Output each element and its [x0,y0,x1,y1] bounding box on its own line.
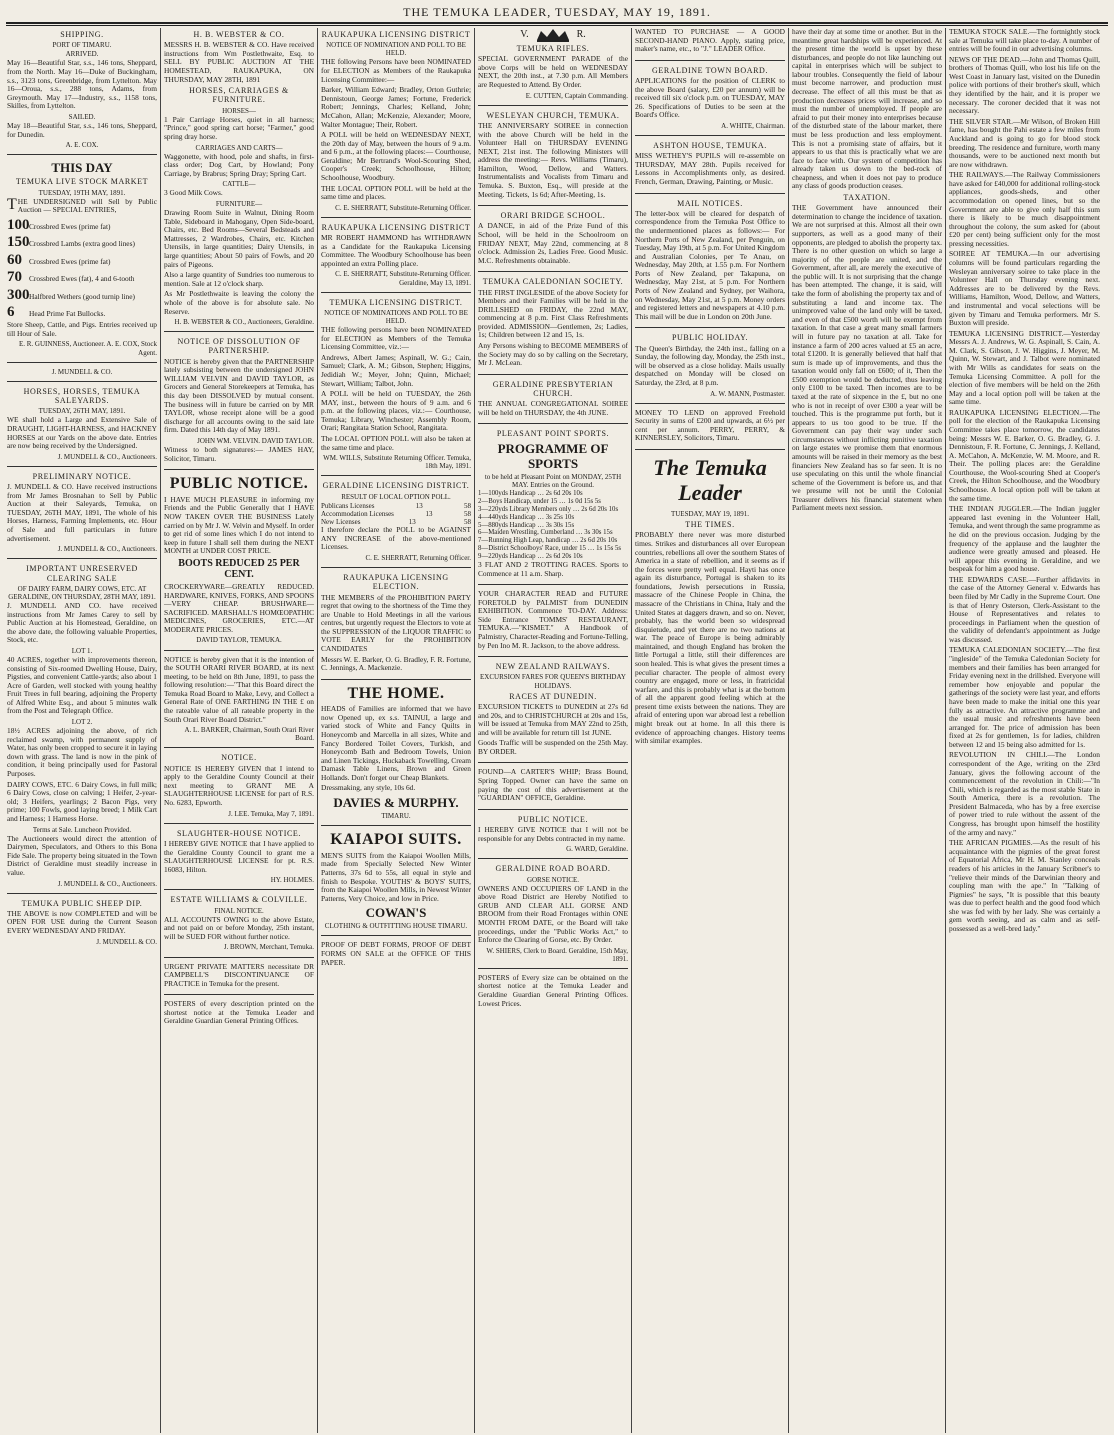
cattle-heading: CATTLE— [222,180,256,189]
temuka-signature: WM. WILLS, Substitute Returning Officer. Temuka, 18th May, 1891. [323,454,471,471]
times-text: PROBABLY there never was more disturbed times. Strikes and disturbances all over European countries, rebellions all over the southern States of America in a state of rebellion, and it seems as if the forces were pretty well equal. Hayti has once again its disturbance, Portugal is shaken to its foundations, Jewish persecutions in Russia, massacre of the Chinese People in China, the massacre of the Christians in China, Italy and the United States at daggers drawn, and so on. Never, probably, has the world been so widespread disquietude, and yet there are no two nations at war. The peace of Europe is being admirably maintained, and though England has broken the little Portugal a little, still their differences are soon healed. This is what gives the present times a peculiar character. The people of almost every country are engaged, more or less, in fratricidal warfare, and this is probably what is at the bottom of all the apparent good feeling which at the present time exists between the nations. They are afraid of entering upon war abroad lest a rebellion might break out at home. In all this there is evidence of approaching changes. History teems with similar examples. [635,530,785,746]
news-stock-sale: TEMUKA STOCK SALE.—The fortnightly stock sale at Temuka will take place to-day. A number of entries will be found in our advertising columns. [949,28,1100,54]
entry-text: Crossbred Lambs (extra good lines) [29,239,135,249]
hammond-text: MR ROBERT HAMMOND has WITHDRAWN as a Candidate for the Raukapuka Licensing Committee. The Woodbury Schoolhouse has been appointed an extra Polling place. [321,233,471,268]
posters-2-text: POSTERS of Every size can be obtained on the shortest notice at the Temuka Leader and Geraldine Guardian General Printing Offices. Lowest Prices. [478,972,628,1008]
column-2 [161,28,318,1433]
column-5 [632,28,789,1433]
column-7 [946,28,1103,1433]
local-option: THE LOCAL OPTION POLL will be held at the same time and places. [321,183,471,202]
money-text: MONEY TO LEND on approved Freehold Security in sums of £200 and upwards, at 6½ per cent per annum. PERRY, PERRY, & KINNERSLEY, Solicitors, Timaru. [635,407,785,443]
wesleyan-text: THE ANNIVERSARY SOIREE in connection with the above Church will be held in the Volunteer Hall on THURSDAY EVENING NEXT, 21st inst. The following Ministers will address the meeting:— Revs. Williams (Timaru), Hamilton, Wood, Dellow, and Watters. Instrumentalists and Vocalists from Timaru and Temuka. S. Buxton, Esq., will preside at the Meeting. Tickets, 1s 6d; After-Meeting, 1s. [478,120,628,199]
taxation-title: TAXATION. [843,192,891,202]
poll-text: A POLL will be held on WEDNESDAY NEXT, the 20th day of May, between the hours of 9 a.m. and 6 p.m., at the following places:— Courthouse, Geraldine; Mr Bertrand's Wool-Scouring Shed, Cooper's Creek; Schoolhouse, Hilton; Schoolhouse, Woodbury. [321,130,471,182]
rifles-title: TEMUKA RIFLES. [516,44,590,53]
prelim-signature: J. MUNDELL & CO., Auctioneers. [57,545,157,554]
event-row: 8—District Schoolboys' Race, under 15 … 1s 15s 5s [478,545,622,553]
clearing-note: The Auctioneers would direct the attention of Dairymen, Speculators, and Others to this Bona Fide Sale. The property being situated in the Town District of Geraldine must steadily increase in value. [7,833,157,877]
shipping-port: PORT OF TIMARU. [52,41,112,50]
town-board-block [635,66,785,136]
pleasant-title: PLEASANT POINT SPORTS. [496,429,610,439]
result-against: 58 [464,501,471,510]
shipping-text: May 16—Beautiful Star, s.s., 146 tons, Sheppard, from the North. May 16—Duke of Buckingham, s.s., 3123 tons, Greenbridge, from Lyttelton. May 16—Oroua, s.s., 288 tons, Adams, from Greymouth. May 17—Industry, s.s., 1158 tons, Skilles, from Lyttelton. [7,58,157,111]
entry-count: 150 [7,234,30,251]
found-text: FOUND—A CARTER'S WHIP; Brass Bound, Spring Topped. Owner can have the same on paying the cost of this advertisement at the "GUARDIAN" OFFICE, Geraldine. [478,767,628,803]
clearing-title: IMPORTANT UNRESERVED CLEARING SALE [26,564,138,583]
pleasant-block [478,429,628,585]
gorse-block [478,864,628,969]
home-block [321,685,471,827]
news-railways: THE RAILWAYS.—The Railway Commissioners have asked for £40,000 for additional rolling-stock appliances, goods-sheds, and other accommodation on opened lines, but so the Government are able to give only half this sum there is likely to be much disappointment throughout the colony, the sum asked for (about £20 per cent) being sufficient only for the most pressing necessities. [949,170,1100,248]
mundell-signature: J. MUNDELL & CO. [51,367,113,376]
licensing-signature: C. E. SHERRATT, Substitute-Returning Officer. [335,203,471,212]
public-notice-2-block [478,815,628,860]
slaughter-title: SLAUGHTER-HOUSE NOTICE. [176,828,301,838]
kaiapoi-title: KAIAPOI SUITS. [330,831,462,849]
market-block [7,160,157,362]
caledonian-title: TEMUKA CALEDONIAN SOCIETY. [482,277,624,287]
orari-block [478,211,628,272]
lot-1-text: 40 ACRES, together with improvements thereon, consisting of Six-roomed Dwelling House, Dairy, Pigsties, and convenient Cattle-yards; also about 1 Acre of Garden, well stocked with young healthy Fruit Trees in full bearing, adjoining the Property of Alfred White Esq., and about 5 minutes walk from the Post and Telegraph Office. [7,655,157,716]
webster-signature: H. B. WEBSTER & CO., Auctioneers, Geraldine. [174,318,314,327]
entry-row [7,287,157,304]
furniture-heading: FURNITURE— [215,200,263,209]
column-6 [789,28,946,1433]
lot-1-heading: LOT 1. [71,646,93,655]
entry-count: 70 [7,269,22,286]
estate-signature: J. BROWN, Merchant, Temuka. [223,943,314,952]
caledonian-note: Any Persons wishing to BECOME MEMBERS of the Society may do so by calling on the Secretary, Mr J. McLean. [478,341,628,368]
nominees: Barker, William Edward; Bradley, Orton Guthrie; Dennistoun, George James; Fortune, Frederick Robert; Jennings, Charles; Kelland, John; McCahon, Allan; McKenzie, Alexander; Moore, Walter Montague; Their, Robert. [321,85,471,129]
prohibition-block [321,573,471,680]
clearing-text: J. MUNDELL AND CO. have received instructions from Mr James Carey to sell by Public Auction at his Homestead, Geraldine, on the above date, the following valuable Properties, Stock, etc. [7,601,157,645]
entry-row [7,269,157,286]
lot-2-text: 18½ ACRES adjoining the above, of rich reclaimed swamp, with permanent supply of Water, has only been cropped to secure it in laying down with grass. The land is now in the pink of condition, it being principally used for Pastoral Purposes. [7,726,157,779]
davies-sub: TIMARU. [381,812,411,821]
this-day: THIS DAY [51,160,113,176]
news-soiree: SOIREE AT TEMUKA.—In our advertising columns will be found particulars regarding the Wesleyan anniversary soiree to take place in the Volunteer Hall on Thursday evening next. Addresses are to be delivered by the Revs. Williams, Hamilton, Wood, Dellow, and Watters, and instrumental and vocal selections will be given by Timaru and Temuka performers. Mr S. Buxton will preside. [949,249,1100,328]
news-chili: REVOLUTION IN CHILI.—The London correspondent of the Age, writing on the 23rd January, gives the following account of the commencement of the revolution in Chili:—"In Chili, which is regarded as the most stable State in South America, there is a revolution. The President Balmaceda, who has by a free exercise of power tried to rule without the assent of the Congress, has brought upon himself the hostility of the army and navy." [949,750,1100,837]
market-also: Store Sheep, Cattle, and Pigs. Entries received up till Hour of Sale. [7,320,157,338]
webster-sub: HORSES, CARRIAGES & FURNITURE. [189,86,289,105]
entry-text: Crossbred Ewes (prime fat) [29,256,111,266]
col6-text-b: THE Government have announced their determination to change the incidence of taxation. We are not surprised at this. Almost all their own supporters, as well as a good many of their opponents, are pledged to abolish the property tax. There is no other question on which so large a majority of the people are united, and the Government, after all, are merely the executive of the public will. It is not surprising that the change has been attempted. The change, it is said, will take the form of abolishing the property tax and of substituting a land and income tax. The unimproved value of the land only will be taxed, and even of that £500 worth will be exempt from taxation. In that case a great many small farmers will in future pay no taxation at all. Take for instance a farm of 200 acres valued at £5 an acre, total £1200. It is generally believed that half that sum is made up of improvements, and thus the taxation would only fall on £600; of it, Then the £500 exemption would be deducted, thus leaving only £100 to be taxed. Then incomes are to be taxed at the rate of sixpence in the £, but no one who is not in receipt of over £300 a year will be touched. This is the programme put forth, but it appears to us too good to be true. If the Government can pay their way under such circumstances without inflicting punitive taxation on large estates we promise them that enormous amounts will be raised in their memory as the best financiers New Zealand has so far seen. It is no use speculating on this until the whole financial scheme of the Government is before us, and that we presume will not be until the Colonial Treasurer delivers his financial statement when Parliament meets next session. [792,203,942,513]
entry-text: Crossbred Ewes (fat), 4 and 6-tooth [29,274,135,284]
river-board-block [164,656,314,749]
temuka-nomination-title: NOTICE OF NOMINATIONS AND POLL TO BE HELD. [324,308,468,326]
river-board-signature: A. L. BARKER, Chairman, South Orari River Board. [184,726,314,743]
webster-also: Also a large quantity of Sundries too numerous to mention. Sale at 12 o'clock sharp. [164,270,314,288]
raukapuka-nomination-block [321,30,471,218]
estate-title: ESTATE WILLIAMS & COLVILLE. [170,895,308,905]
dip-block [7,899,157,951]
ashton-text: MISS WETHEY'S PUPILS will re-assemble on THURSDAY, MAY 28th. Pupils received for Lessons in Accomplishments only, as desired. French, German, Drawing, Painting, or Music. [635,151,785,186]
clearing-block [7,564,157,893]
market-intro: THE UNDERSIGNED will Sell by Public Auction — SPECIAL ENTRIES, [7,195,157,215]
carriages-list: Waggonette, with hood, pole and shafts, in first-class order; Dog Cart, by Howland; Pony Carriage, by Brabrus; Spring Dray; Spring Cart. [164,151,314,178]
town-board-signature: A. WHITE, Chairman. [721,121,785,130]
entry-count: 100 [7,216,30,233]
entry-text: Crossbred Ewes (prime fat) [29,221,111,231]
column-1 [4,28,161,1433]
caledonian-text: THE FIRST INGLESIDE of the above Society for Members and their Families will be held in the DRILLSHED on FRIDAY, the 22nd MAY, commencing at 8 p.m. First Class Refreshments provided. ADMISSION—Gentlemen, 2s; Ladies, 1s; Children between 12 and 15, 1s. [478,287,628,340]
lot-2-heading: LOT 2. [71,718,93,727]
holiday-text: The Queen's Birthday, the 24th inst., falling on a Sunday, the following day, Monday, the 25th inst., will be observed as a close holiday. Mails usually despatched on Monday will be closed on Saturday, the 23rd, at 8 p.m. [635,343,785,387]
horses-list: 1 Pair Carriage Horses, quiet in all harness; "Prince," good spring cart horse; "Farmer," good spring dray horse. [164,114,314,141]
terms: Terms at Sale. Luncheon Provided. [32,825,132,834]
local-news-block [949,28,1100,940]
result-title: RESULT OF LOCAL OPTION POLL. [341,492,451,501]
goods-text: Goods Traffic will be suspended on the 25th May. BY ORDER. [478,738,628,756]
temuka-poll: A POLL will be held on TUESDAY, the 26th MAY, inst., between the hours of 9 a.m. and 6 p.m. at the following places, viz.:— Courthouse, Temuka; Library, Winchester; Assembly Room, Orari; Rangitata Station School, Rangitata. [321,389,471,433]
found-block [478,768,628,809]
orari-title: ORARI BRIDGE SCHOOL. [500,211,606,221]
road-board-title: GERALDINE ROAD BOARD. [495,864,611,874]
estate-sub: FINAL NOTICE. [214,906,264,915]
excursion-title: EXCURSION FARES FOR QUEEN'S BIRTHDAY HOLIDAYS. [480,673,626,690]
licensing-title: RAUKAPUKA LICENSING DISTRICT [321,30,471,39]
wanted-text: WANTED TO PURCHASE — A GOOD SECOND-HAND PIANO. Apply, stating price, maker's name, etc., to "J." LEADER Office. [635,28,785,54]
public-notice-2-signature: G. WARD, Geraldine. [566,845,628,854]
slaughter-signature: HY. HOLMES. [270,876,314,885]
webster-note: As Mr Postlethwaite is leaving the colony the whole of the above is for absolute sale. No Reserve. [164,289,314,316]
nomination-text: THE following Persons have been NOMINATED for ELECTION as Members of the Raukapuka Licensing Committee:— [321,57,471,84]
ashton-block [635,141,785,194]
presbyterian-block [478,380,628,425]
entry-text: Halfbred Wethers (good turnip line) [29,291,135,301]
prohibition-text: THE MEMBERS of the PROHIBITION PARTY regret that owing to the shortness of the Time they are Unable to Hold Meetings in all the various centres, but urgently request the Electors to vote at the SUPPRESSION of the LIQUOR TRAFFIC to VOTE EARLY for the PROHIBITION CANDIDATES [321,592,471,653]
urgent-text: URGENT PRIVATE MATTERS necessitate DR CAMPBELL'S DISCONTINUANCE OF PRACTICE in Temuka for the present. [164,961,314,988]
town-board-text: APPLICATIONS for the position of CLERK to the above Board (salary, £20 per annum) will be received till six o'clock p.m. on TUESDAY, MAY 26. Specifications of Duties to be seen at the Board's Office. [635,76,785,120]
posters-2-block [478,974,628,1014]
entry-text: Head Prime Fat Bullocks. [29,308,106,318]
shipping-title: SHIPPING. [60,30,104,39]
prelim-title: PRELIMINARY NOTICE. [32,471,132,481]
character-text: YOUR CHARACTER READ and FUTURE FORETOLD by PALMIST from DUNEDIN EXHIBITION. Commence TO-DAY. Address: Side Entrance TOMMS' RESTAURANT, TEMUKA.—"KISMET." A Handbook of Palmistry, Character-Reading and Fortune-Telling, by Pen Ino M. R. Jackson, to the above address. [478,589,628,650]
gorse-signature: W. SHIERS, Clerk to Board. Geraldine, 15th May, 1891. [486,946,628,963]
entry-count: 60 [7,251,22,268]
holiday-signature: A. W. MANN, Postmaster. [710,389,785,398]
dissolution-block [164,337,314,470]
news-juggler: THE INDIAN JUGGLER.—The Indian juggler appeared last evening in the Volunteer Hall, Temuka, and went through the same programme as he did on the previous occasion. Judging by the frequency of the applause and the laughter the audience were greatly amused and pleased. He will appear this evening in Geraldine, and we bespeak for him a good house. [949,504,1100,574]
temuka-licensing-title: TEMUKA LICENSING DISTRICT. [329,297,463,307]
vr-letter-v: V. [520,29,529,41]
dissolution-witness: Witness to both signatures:— JAMES HAY, Solicitor, Timaru. [164,445,314,463]
event-row: 6—Maiden Wrestling, Cumberland … 3s 30s 15s [478,529,613,537]
horses-text: WE shall hold a Large and Extensive Sale of DRAUGHT, LIGHT-HARNESS, and HACKNEY HORSES at our Yards on the above date. Entries are now being received by the Undersigned. [7,415,157,451]
news-silver-star: THE SILVER STAR.—Mr Wilson, of Broken Hill fame, has bought the Pahi estate a few miles from Auckland and is going to go for blood stock breeding. The residence and furniture, worth many thousands, were to be auctioned next month but are now withdrawn. [949,116,1100,169]
home-text: HEADS of Families are informed that we have now Opened up, ex s.s. TAINUI, a large and varied stock of White and Fancy Quilts in Honeycomb and Marcella in all sizes, White and Fancy Bordered Toilet Covers, Turkish, and Honeycomb Bath and Bedroom Towels, Union and Linen Tickings, Huckaback Towelling, Cream Damask Table Linens, Brown and Green Hollands. Don't forget our Cheap Blankets. [321,704,471,782]
news-caledonian: TEMUKA CALEDONIAN SOCIETY.—The first "ingleside" of the Temuka Caledonian Society for members and their families has been arranged for Friday evening next in the drillshed. Everyone will remember how enjoyable and popular the gatherings of the society were last year, and efforts have been made to make the initial one this year fully as attractive. An attractive programme and the usual music and refreshments have been arranged for. The price of admission has been fixed at 2s for gentlemen, 1s for ladies, children between 12 and 15 being also admitted for 1s. [949,645,1100,749]
notice-block [164,753,314,823]
races-title: RACES AT DUNEDIN. [509,691,597,701]
webster-title: H. B. WEBSTER & CO. [193,30,285,39]
cowans-sub: CLOTHING & OUTFITTING HOUSE TIMARU. [324,922,468,931]
event-row: 1—100yds Handicap … 2s 6d 20s 10s [478,490,583,498]
result-for: 13 [425,509,433,518]
event-row: 9—220yds Handicap … 2s 6d 20s 10s [478,553,583,561]
boots-lines: CROCKERYWARE—GREATLY REDUCED. HARDWARE, KNIVES, FORKS, AND SPOONS—VERY CHEAP. BRUSHWARE—SACRIFICED. MARSHALL'S HOMŒOPATHIC MEDICINES, GROCERIES, ETC.—AT MODERATE PRICES. [164,582,314,634]
result-for: 13 [408,518,416,527]
river-board-text: NOTICE is hereby given that it is the intention of the SOUTH ORARI RIVER BOARD, at its next meeting, to be held on 8th June, 1891, to pass the following resolution:—"That this Board direct the Temuka Road Board to Make, Levy, and Collect a General Rate of ONE FARTHING IN THE £ on the rateable value of all rateable property in the South Orari River Board District." [164,654,314,724]
dissolution-title: NOTICE OF DISSOLUTION OF PARTNERSHIP. [177,337,301,356]
horses-signature: J. MUNDELL & CO., Auctioneers. [57,452,157,461]
temuka-nomination-text: THE following persons have been NOMINATED for ELECTION as Members of the Temuka Licensing Committee, viz.:— [321,325,471,352]
result-row [321,510,471,518]
holiday-title: PUBLIC HOLIDAY. [671,333,749,343]
crown-icon [533,28,573,42]
wesleyan-block [478,111,628,206]
boots-signature: DAVID TAYLOR, TEMUKA. [196,636,282,645]
webster-block [164,30,314,332]
parade-text: SPECIAL GOVERNMENT PARADE of the above Corps will be held on WEDNESDAY NEXT, the 20th inst., at 7.30 p.m. All Members are Requested to Attend. By Order. [478,54,628,89]
mundell-block [7,368,157,382]
leader-block [635,455,785,752]
horses-date: TUESDAY, 26TH MAY, 1891. [38,407,126,416]
carriages-heading: CARRIAGES AND CARTS— [195,143,283,152]
entry-row [7,304,157,321]
columns [0,26,1114,1433]
result-for: 13 [415,501,423,510]
proof-block [321,941,471,973]
orari-text: A DANCE, in aid of the Prize Fund of this School, will be held in the Schoolroom on FRIDAY NEXT, May 22nd, commencing at 8 o'clock. Admission 2s, Ladies Free. Good Music. M.C. Refreshments obtainable. [478,221,628,265]
boots-title: BOOTS REDUCED 25 PER CENT. [178,557,300,581]
event-row: 3—220yds Library Members only … 2s 6d 20s 10s [478,505,619,513]
races-text: EXCURSION TICKETS to DUNEDIN at 27s 6d and 20s, and to CHRISTCHURCH at 20s and 15s, will be issued at Temuka from MAY 22nd to 25th, and will be available for return till 1st JUNE. [478,701,628,737]
mail-title: MAIL NOTICES. [677,198,743,208]
result-block [321,481,471,568]
event-row: 4—440yds Handicap … 3s 25s 10s [478,513,575,521]
shipping-sailed: SAILED. [68,112,96,121]
result-label: Publicans Licenses [321,501,375,510]
result-note: I therefore declare the POLL to be AGAINST ANY INCREASE of the above-mentioned Licenses. [321,525,471,552]
public-notice-block [164,475,314,650]
notice-text: NOTICE IS HEREBY GIVEN that I intend to apply to the Geraldine County Council at their next meeting to GRANT ME A SLAUGHTERHOUSE LICENSE for part of R.S. No. 6283, Epworth. [164,763,314,807]
news-dead: NEWS OF THE DEAD.—John and Thomas Quill, brothers of Thomas Quill, who lost his life on the West Coast in January last, visited on the Dunedin police with portions of their brother's skull, which they identified by the hair, and it is proper we necessary. The coroner decided that it was not necessary. [949,54,1100,116]
money-block [635,409,785,450]
railways-title: NEW ZEALAND RAILWAYS. [495,662,611,672]
urgent-block [164,963,314,996]
estate-text: ALL ACCOUNTS OWING to the above Estate, and not paid on or before Monday, 25th instant, will be SUED FOR without further notice. [164,914,314,941]
notice-signature: J. LEE. Temuka, May 7, 1891. [228,809,314,818]
kaiapoi-block [321,831,471,936]
prelim-block [7,472,157,559]
public-notice-2-title: PUBLIC NOTICE. [517,814,589,824]
wesleyan-title: WESLEYAN CHURCH, TEMUKA. [486,110,620,120]
caledonian-block [478,277,628,374]
rifles-emblem [478,28,628,42]
slaughter-block [164,829,314,891]
entry-count: 300 [7,286,30,303]
shipping-arrived: ARRIVED. [65,50,99,59]
horses-block [7,387,157,467]
entry-row [7,252,157,269]
temuka-licensing-block [321,298,471,477]
result-against: 58 [464,518,471,527]
sports-also: 3 FLAT AND 2 TROTTING RACES. Sports to Commence at 11 a.m. Sharp. [478,559,628,578]
wanted-block [635,28,785,61]
public-notice-2-text: I HEREBY GIVE NOTICE that I will not be responsible for any Debts contracted in my name. [478,824,628,843]
licensing-title-2: RAUKAPUKA LICENSING DISTRICT [321,222,471,232]
entry-row [7,217,157,234]
cowans-title: COWAN'S [365,905,427,921]
ashton-title: ASHTON HOUSE, TEMUKA. [653,141,767,150]
shipping-text-2: May 18—Beautiful Star, s.s., 146 tons, Sheppard, for Dunedin. [7,121,157,139]
notice-title: NOTICE. [221,753,257,763]
character-block [478,590,628,657]
nomination-title: NOTICE OF NOMINATION AND POLL TO BE HELD. [326,41,466,58]
proof-text: PROOF OF DEBT FORMS, PROOF OF DEBT FORMS ON SALE at the OFFICE OF THIS PAPER. [321,940,471,967]
gorse-title: GORSE NOTICE. [526,875,580,884]
event-row: 5—880yds Handicap … 3s 30s 15s [478,521,575,529]
entry-list [7,217,157,321]
horses-heading: HORSES— [222,106,256,115]
davies-title: DAVIES & MURPHY. [333,795,459,811]
estate-block [164,895,314,957]
temuka-local-option: The LOCAL OPTION POLL will also be taken at the same time and place. [321,434,471,452]
column-3 [318,28,475,1433]
col6-text-a: have their day at some time or another. But in the meantime great hardships will be experienced. At the present time the world is upset by these disturbances, and people do not like launching out capital in enterprises which will be subject to labour troubles. Consequently the field of labour must become narrower, and production must decrease. The effect of all this must be that as production decreases prices will increase, and so must the number of unemployed. If people are afraid to put their money into enterprises because of the disturbed state of the labour market, there must be less production and less employment. This is not a promising state of affairs, but it appears to us that this is practically what we are face to face with. Our system of competition has already taken us down to the bed-rock of cheapness, and when it does not pay to produce any class of goods production ceases. [792,28,942,191]
mail-block [635,199,785,329]
hammond-block [321,223,471,293]
railways-block [478,662,628,763]
presbyterian-text: THE ANNUAL CONGREGATIONAL SOIREE will be held on THURSDAY, the 4th JUNE. [478,399,628,417]
clearing-signature: J. MUNDELL & CO., Auctioneers. [57,879,157,888]
posters-block [164,1000,314,1032]
dissolution-signature: JOHN WM. VELVIN. DAVID TAYLOR. [197,436,314,445]
public-notice-title: PUBLIC NOTICE. [169,475,309,493]
dissolution-text: NOTICE is hereby given that the PARTNERSHIP lately subsisting between the undersigned JOHN WILLIAM VELVIN and DAVID TAYLOR, as Grocers and General Storekeepers at Temuka, has this day been DISSOLVED by mutual consent. The business will in future be carried on by MR TAYLOR, whose receipt alone will be a good discharge for all accounts owing to the said late firm. Dated this 14th day of May 1891. [164,356,314,435]
news-raukapuka: RAUKAPUKA LICENSING ELECTION.—The poll for the election of the Raukapuka Licensing Committee takes place tomorrow, the candidates being: Messrs W. E. Barker, O. G. Bradley, G. J. Dennistoun, F. R. Fortune, C. Jennings, J. Kelland, A. McCahon, A. McKenzie, W. M. Moore, and R. Their. The polling places are: the Geraldine Courthouse, the Wool-scouring Shed at Cooper's Creek, the Hilton Schoolhouse, and the Woodbury Schoolhouse. A local option poll will be taken at the same time. [949,407,1100,503]
column-4 [475,28,632,1433]
horses-title: HORSES, HORSES, TEMUKA SALEYARDS. [23,386,141,406]
prelim-text: J. MUNDELL & CO. Have received instructions from Mr James Brosnahan to Sell by Public Auction at their Saleyards, Temuka, on TUESDAY, 26TH MAY, 1891, The whole of his Horses, Harness, Farming Implements, etc. Hour of Sale and full particulars in future advertisement. [7,482,157,543]
temuka-nominees: Andrews, Albert James; Aspinall, W. G.; Cain, Samuel; Clark, A. M.; Gibson, Stephen; Higgins, Jedidiah W.; Meyer, John; Quinn, Michael; Stewart, William; Talbot, John. [321,352,471,388]
mail-text: The letter-box will be cleared for despatch of correspondence from the Temuka Post Office to the undermentioned places as follows:— For Northern Ports of New Zealand, per Penguin, on Tuesday, May 19th, at 5 p.m. For United Kingdom and Australian Colonies, per Te Anau, on Wednesday, May 20th, at 1.55 p.m. For Northern Ports of New Zealand, per Takapuna, on Wednesday, May 21st, at 5 p.m. For Northern Ports of New Zealand and Sydney, per Waihora, on Wednesday, May 21st, at 5 p.m. Money orders and registered letters and newspapers at 4.10 p.m. This mail will be due in London on 20th June. [635,208,785,321]
entry-row [7,234,157,251]
shipping-block [7,30,157,155]
vr-letter-r: R. [576,29,586,41]
furniture-list: Drawing Room Suite in Walnut, Dining Room Table, Sideboard in Mahogany, Open Side-board, Chairs, etc. Bed Rooms—Several Bedsteads and Mattresses, 2 Wardrobes, Chairs, etc. Kitchen Utensils, in large quantities; Dairy Utensils, in large quantities; About 50 pairs of Fowls, and 20 pairs of Pigeons. [164,208,314,269]
home-line: Dressmaking, any style, 10s 6d. [321,783,416,793]
clearing-sub: OF DAIRY FARM, DAIRY COWS, ETC. AT GERALDINE, ON THURSDAY, 28TH MAY, 1891. [8,584,156,601]
hammond-signature: C. E. SHERRATT, Substitute-Returning Officer. Geraldine, May 13, 1891. [335,270,471,287]
market-signature: E. R. GUINNESS, Auctioneer. A. E. COX, Stock Agent. [18,340,157,357]
result-label: Accommodation Licenses [321,509,394,518]
entry-count: 6 [7,303,15,320]
home-title: THE HOME. [347,684,445,702]
news-temuka-licensing: TEMUKA LICENSING DISTRICT.—Yesterday Messrs A. J. Andrews, W. G. Aspinall, S. Cain, A. M. Clark, S. Gibson, J. W. Higgins, J. Meyer, M. Quinn, W. Stewart, and J. Talbot were nominated with Mr Wills as candidates for seats on the Temuka Licensing Committee. A poll for the election of five members will be held on the 26th May and a local option poll will be taken at the same time. [949,328,1100,407]
result-signature: C. E. SHERRATT, Returning Officer. [365,553,471,562]
parade-signature: E. CUTTEN, Captain Commanding. [525,91,628,100]
rifles-block [478,28,628,106]
cox-signature: A. E. COX. [65,141,99,150]
programme-title: PROGRAMME OF SPORTS [497,440,609,471]
news-edwards: THE EDWARDS CASE.—Further affidavits in the case of the Attorney General v. Edwards has been filed by Mr Cadly in the Supreme Court. One is that of Henry Osterson, Clerk-Assistant to the House of Representatives and relates to proceedings in Parliament when the question of the validity of defendant's appointment as Judge was discussed. [949,574,1100,644]
editorial-block [792,28,942,519]
stock-list: DAIRY COWS, ETC. 6 Dairy Cows, in full milk; 6 Dairy Cows, close on calving; 1 Heifer, 2-year-old; 3 Heifers, yearlings; 2 Bacon Pigs, very prime; 100 Fowls, good laying breed; 1 Milk Cart and Harness; 1 Harness Horse. [7,779,157,823]
posters-text: POSTERS of every description printed on the shortest notice at the Temuka Leader and Geraldine Guardian General Printing Offices. [164,999,314,1026]
presbyterian-title: GERALDINE PRESBYTERIAN CHURCH. [492,379,614,399]
dip-title: TEMUKA PUBLIC SHEEP DIP. [21,898,143,908]
cattle-list: 3 Good Milk Cows. [164,188,223,198]
news-pigmies: THE AFRICAN PIGMIES.—As the result of his acquaintance with the pigmies of the great forest of Equatorial Africa, Mr H. M. Stanley conceals readers of his articles in the January Scribner's to "relieve their minds of the Darwinian theory and coupling man with the ape." In "Talking of Pigmies" he says, "It is possible that this beauty was due to perfect health and the good food which she was fed with by her lady. She was certainly a gem worth seeing, and as calm and as self-possessed as a well-bred lady." [949,838,1100,933]
event-row: 2—Boys Handicap, under 15 … 1s 0d 15s 5s [478,497,601,505]
dip-signature: J. MUNDELL & CO. [96,937,157,946]
prohibition-names: Messrs W. E. Barker, O. G. Bradley, F. R. Fortune, C. Jennings, A. Mackenzie. [321,654,471,673]
result-against: 58 [464,509,471,518]
public-notice-text: I HAVE MUCH PLEASURE in informing my Friends and the Public Generally that I HAVE NOW TAKEN OVER THE BUSINESS Lately carried on by Mr J. W. Velvin and Myself. In order to get rid of some lines which I do not intend to keep in future I shall sell them during the NEXT MONTH at UNDER COST PRICE. [164,494,314,556]
geraldine-licensing-title: GERALDINE LICENSING DISTRICT. [322,481,470,491]
leader-title: The Temuka Leader [653,454,767,506]
dip-text: THE ABOVE is now COMPLETED and will be OPEN FOR USE during the Current Season EVERY WEDNESDAY AND FRIDAY. [7,908,157,936]
webster-text: MESSRS H. B. WEBSTER & CO. Have received instructions from Wm Postlethwaite, Esq. to SELL BY PUBLIC AUCTION AT THE HOMESTEAD, RAUKAPUKA, ON THURSDAY, MAY 28TH, 1891 [164,40,314,84]
slaughter-text: I HEREBY GIVE NOTICE that I have applied to the Geraldine County Council to grant me a SLAUGHTERHOUSE LICENSE for pt. R.S. 16083, Hilton. [164,838,314,874]
masthead: THE TEMUKA LEADER, TUESDAY, MAY 19, 1891. [403,5,711,20]
leader-date: TUESDAY, MAY 19, 1891. [670,509,750,518]
holiday-block [635,333,785,403]
kaiapoi-text: MEN'S SUITS from the Kaiapoi Woollen Mills, made from Specially Selected New Winter Patterns, 37s 6d to 55s, all equal in style and finish to Bespoke. YOUTHS' & BOYS' SUITS, from the Kaiapoi Woollen Mills, in Newest Winter Patterns, Very Choice, and low in Price. [321,850,471,903]
programme-sub: to be held at Pleasant Point on MONDAY, 25TH MAY. Entries on the Ground. [484,472,622,489]
raukapuka-election-title: RAUKAPUKA LICENSING ELECTION. [343,572,449,592]
result-label: New Licenses [321,518,361,527]
times-title: THE TIMES. [685,520,735,530]
market-title: TEMUKA LIVE STOCK MARKET [15,177,149,187]
gorse-text: OWNERS AND OCCUPIERS OF LAND in the above Road District are Hereby Notified to GRUB AND CLEAR ALL GORSE AND BROOM from their Road Frontages within ONE MONTH FROM DATE, or the Board will take proceedings, under the "Public Works Act," to Enforce the Clearing of Gorse, etc. By Order. [478,883,628,945]
result-row [321,502,471,510]
market-date: TUESDAY, 19TH MAY, 1891. [38,188,126,197]
town-board-title: GERALDINE TOWN BOARD. [651,65,769,75]
event-row: 7—Running High Leap, handicap … 2s 6d 20s 10s [478,537,618,545]
